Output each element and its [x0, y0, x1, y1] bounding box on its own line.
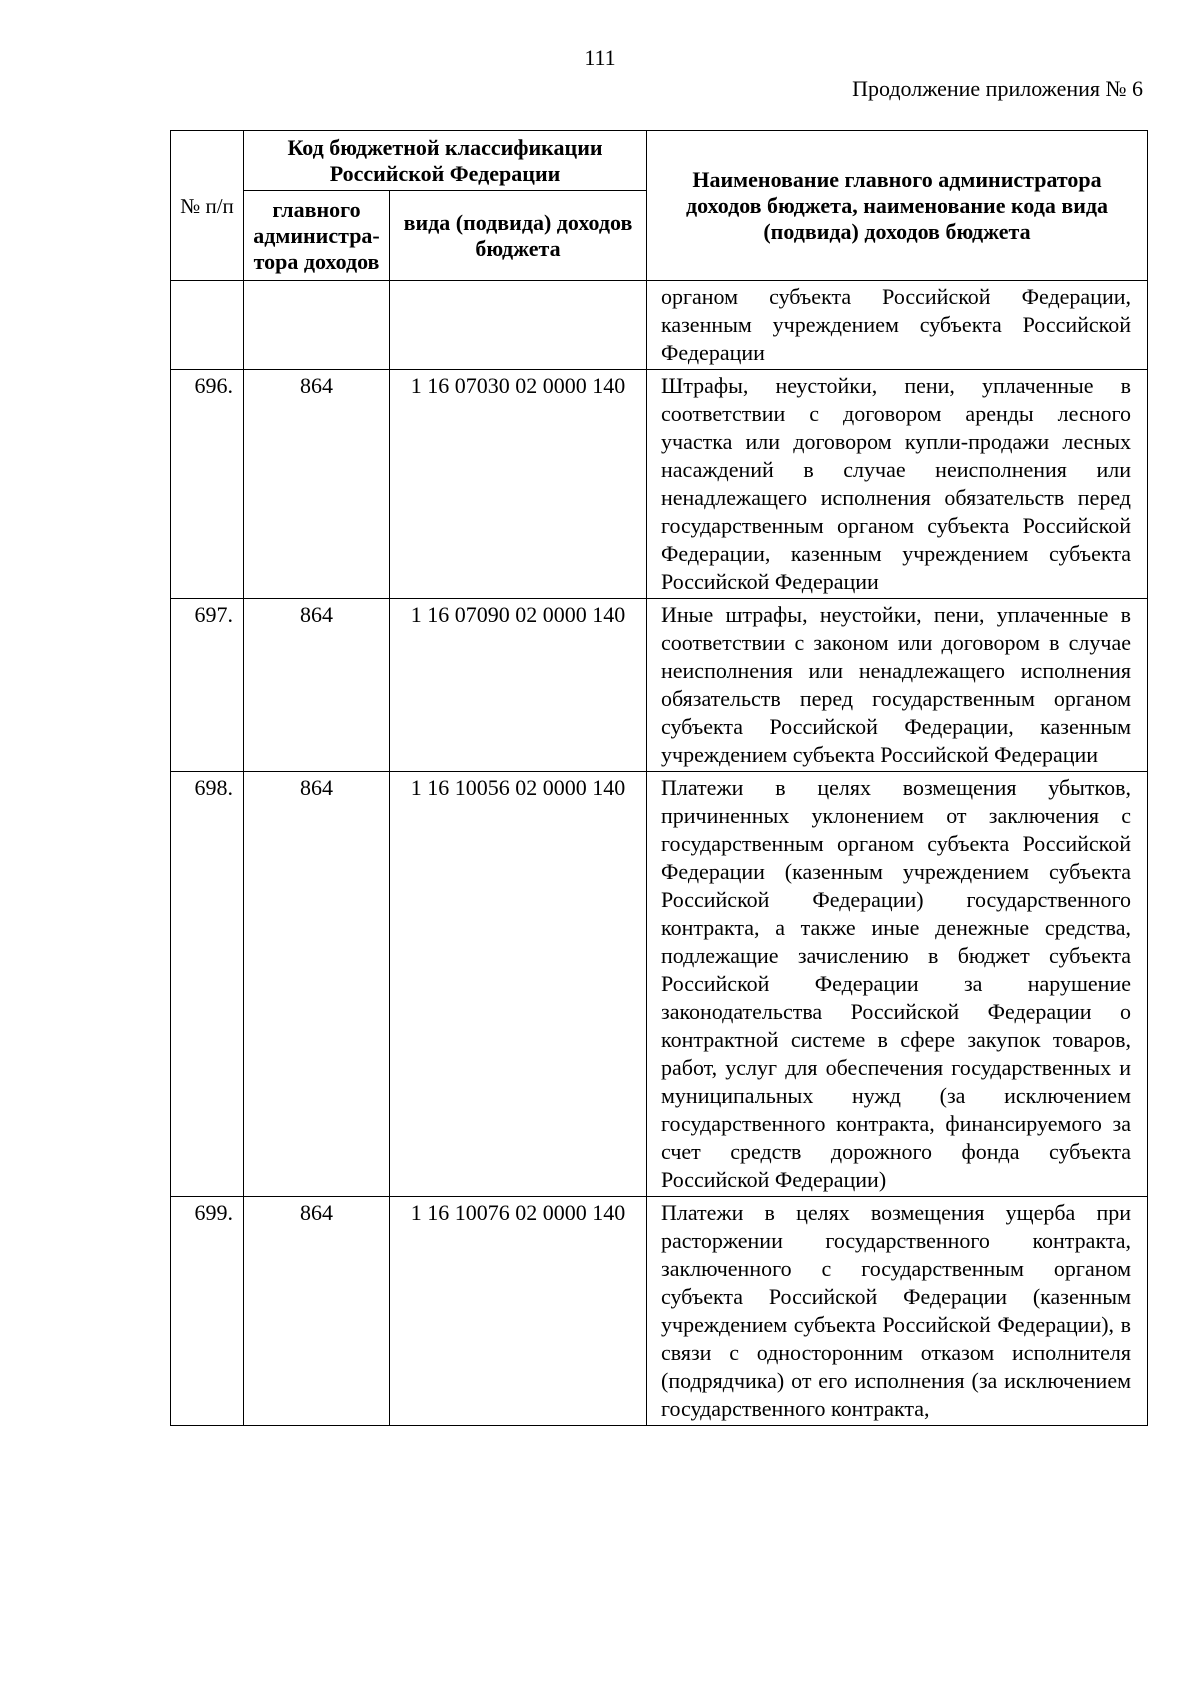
header-kind-code: вида (подвида) доходов бюджета: [390, 191, 647, 281]
table-header: [171, 131, 1148, 281]
header-name: Наименование главного администратора доходов бюджета, наименование кода вида (подвида) доходов бюджета: [647, 131, 1148, 281]
row-kind-code: 1 16 10056 02 0000 140: [390, 772, 647, 1197]
row-number: 698.: [171, 772, 244, 1197]
header-admin-code: главного администра-тора доходов: [244, 191, 390, 281]
table-row: [171, 370, 1148, 599]
row-kind-code: 1 16 07030 02 0000 140: [390, 370, 647, 599]
row-admin-code: 864: [244, 772, 390, 1197]
table-row: [171, 772, 1148, 1197]
row-kind-code: 1 16 10076 02 0000 140: [390, 1197, 647, 1426]
table-row: [171, 599, 1148, 772]
row-admin-code: 864: [244, 599, 390, 772]
appendix-continuation-label: Продолжение приложения № 6: [852, 76, 1143, 101]
row-description: Штрафы, неустойки, пени, уплаченные в соответствии с договором аренды лесного участка или договором купли-продажи лесных насаждений в случае неисполнения или ненадлежащего исполнения обязательств перед государственным органом субъекта Российской Федерации, казенным учреждением субъекта Российской Федерации: [647, 370, 1148, 599]
row-number: 696.: [171, 370, 244, 599]
row-admin-code: 864: [244, 1197, 390, 1426]
header-number: № п/п: [171, 131, 244, 281]
row-number: 697.: [171, 599, 244, 772]
row-kind-code: 1 16 07090 02 0000 140: [390, 599, 647, 772]
row-description: органом субъекта Российской Федерации, казенным учреждением субъекта Российской Федерации: [647, 281, 1148, 370]
table-row: [171, 281, 1148, 370]
page-number: 111: [584, 45, 616, 70]
table-row: [171, 1197, 1148, 1426]
row-description: Иные штрафы, неустойки, пени, уплаченные в соответствии с законом или договором в случае неисполнения или ненадлежащего исполнения обязательств перед государственным органом субъекта Российской Федерации, казенным учреждением субъекта Российской Федерации: [647, 599, 1148, 772]
row-description: Платежи в целях возмещения ущерба при расторжении государственного контракта, заключенного с государственным органом субъекта Российской Федерации (казенным учреждением субъекта Российской Федерации), в связи с односторонним отказом исполнителя (подрядчика) от его исполнения (за исключением государственного контракта,: [647, 1197, 1148, 1426]
header-code-group: Код бюджетной классификации Российской Федерации: [244, 131, 647, 191]
budget-classification-table: [170, 130, 1148, 1426]
row-admin-code: 864: [244, 370, 390, 599]
row-kind-code: [390, 281, 647, 370]
row-admin-code: [244, 281, 390, 370]
row-number: [171, 281, 244, 370]
row-description: Платежи в целях возмещения убытков, причиненных уклонением от заключения с государственным органом субъекта Российской Федерации (казенным учреждением субъекта Российской Федерации) государственного контракта, а также иные денежные средства, подлежащие зачислению в бюджет субъекта Российской Федерации за нарушение законодательства Российской Федерации о контрактной системе в сфере закупок товаров, работ, услуг для обеспечения государственных и муниципальных нужд (за исключением государственного контракта, финансируемого за счет средств дорожного фонда субъекта Российской Федерации): [647, 772, 1148, 1197]
row-number: 699.: [171, 1197, 244, 1426]
